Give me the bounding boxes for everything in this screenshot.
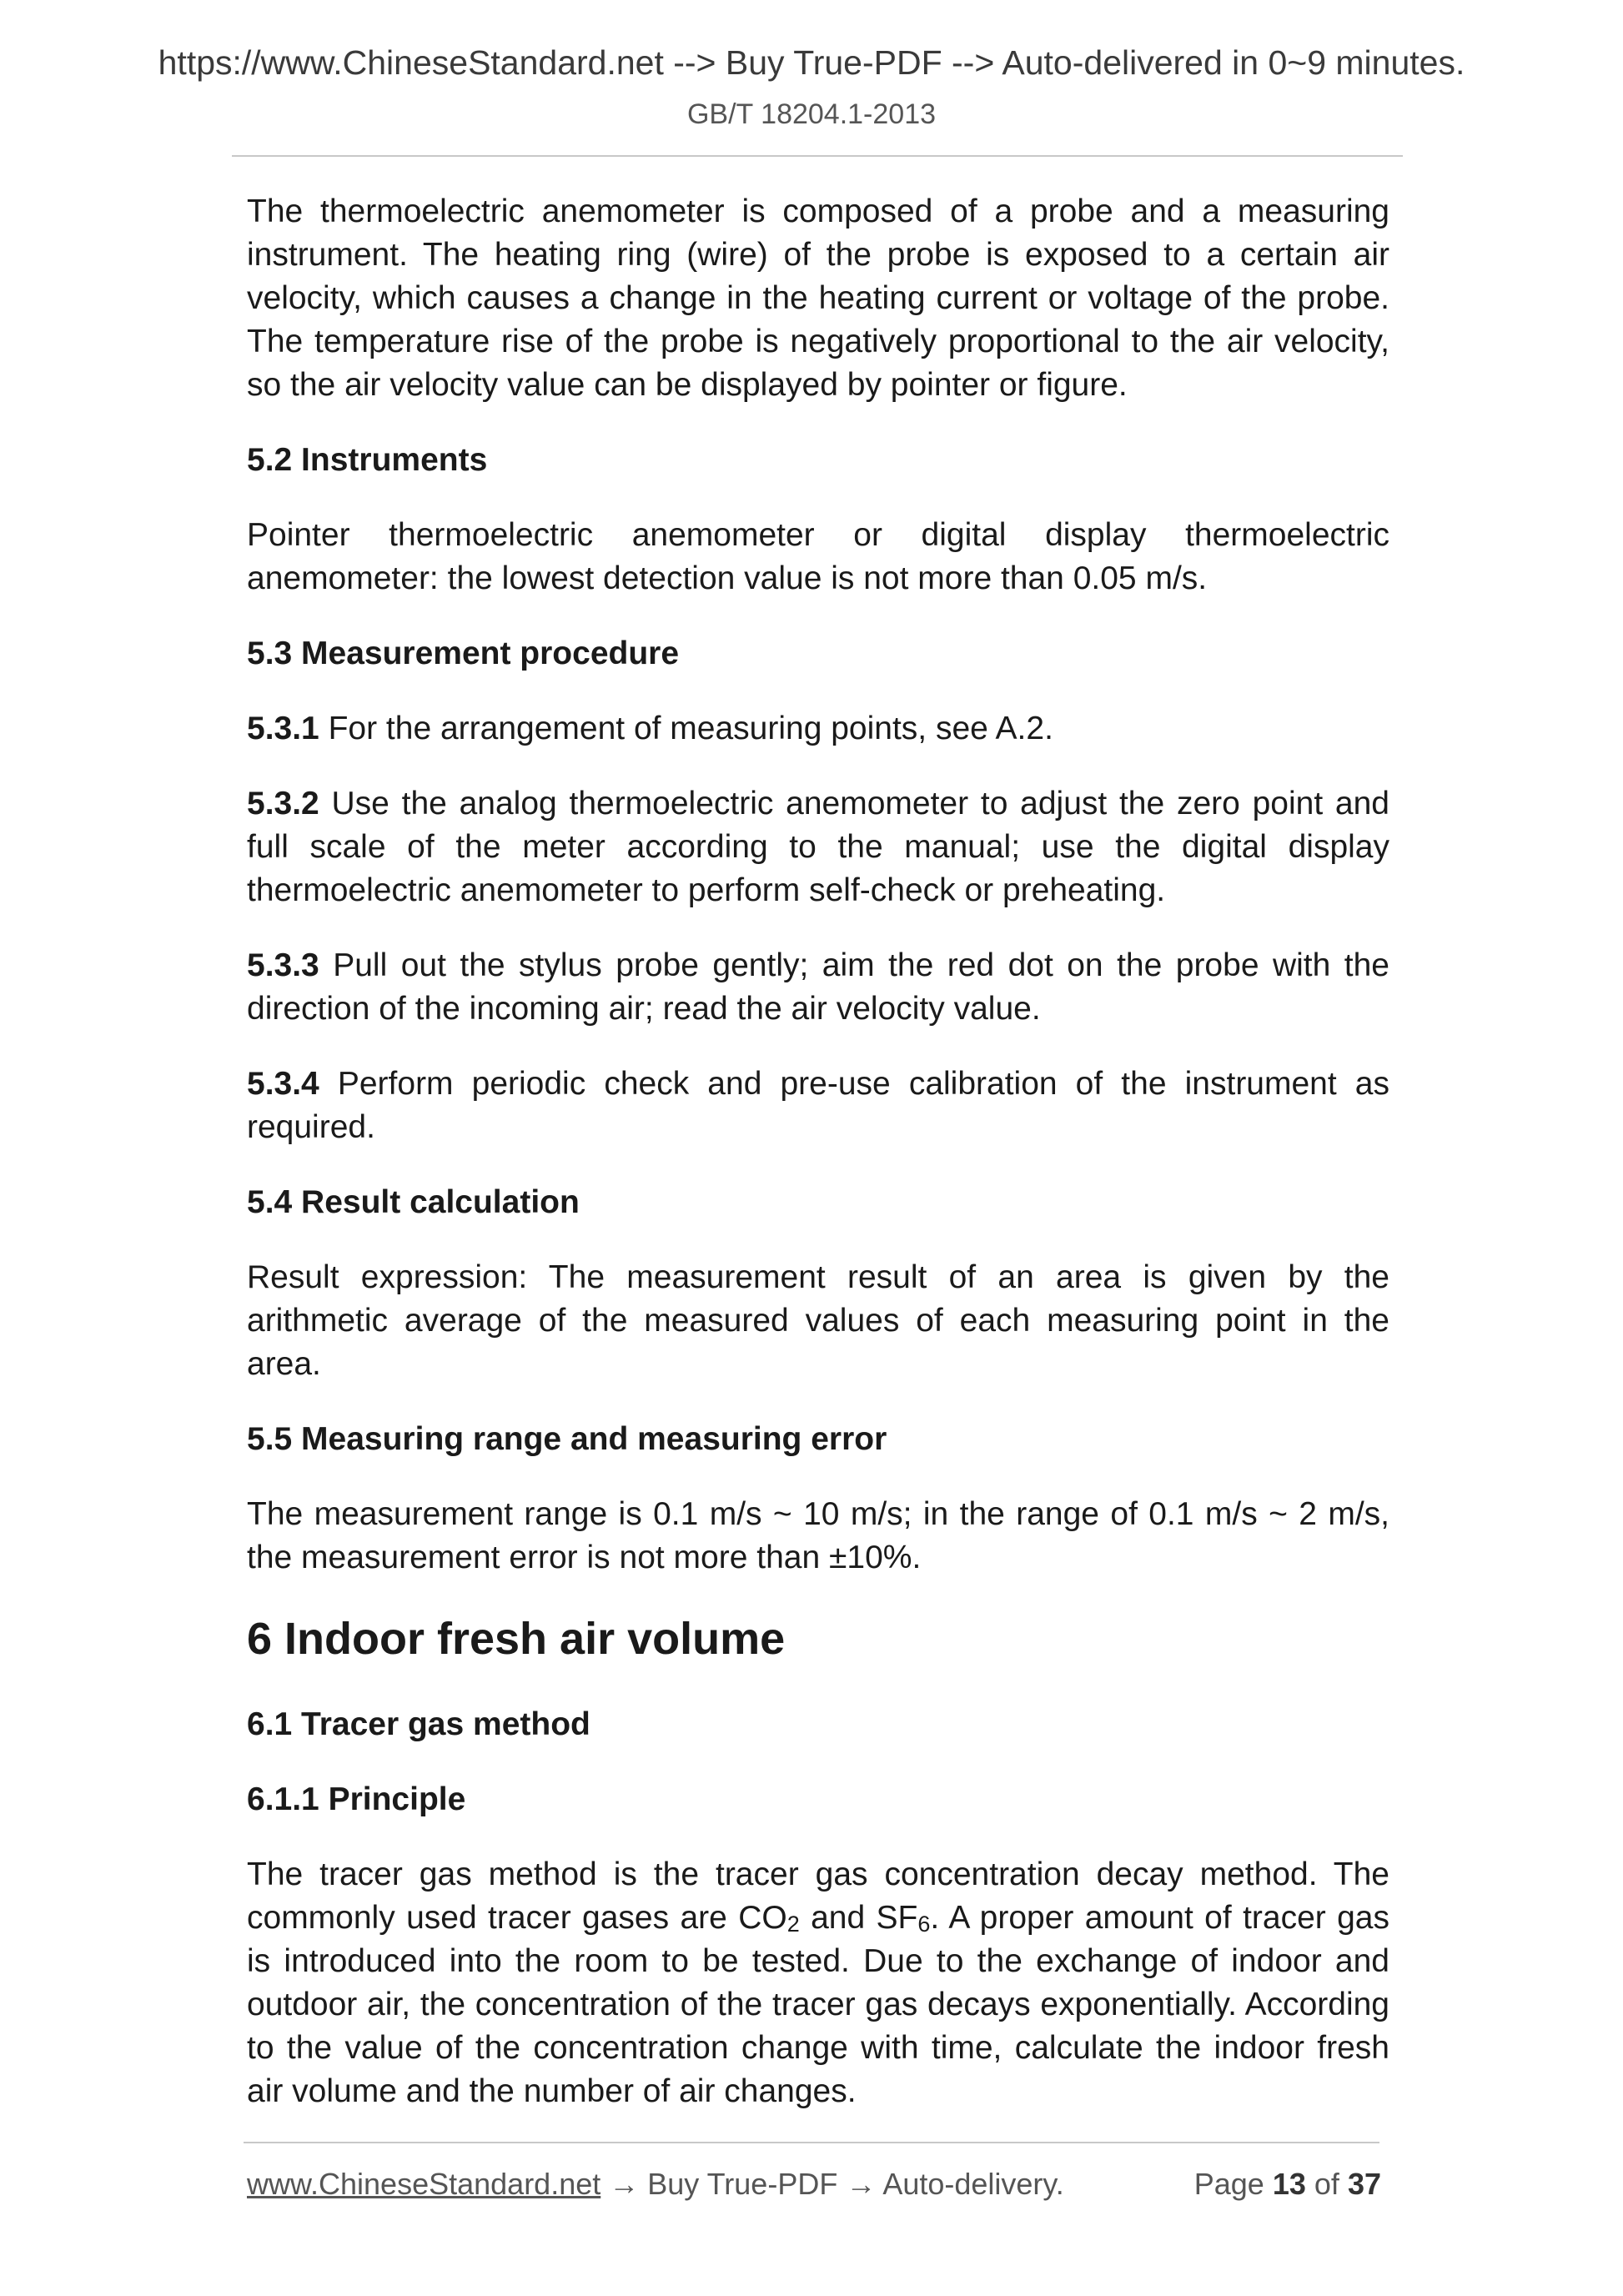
page-footer: [247, 2167, 1381, 2208]
principle-text-part-1: The tracer gas method is the tracer gas concentration decay method. The commonly used tracer gases are CO: [247, 1856, 1389, 1936]
clause-5-3-1: [247, 707, 1389, 751]
footer-divider: [244, 2142, 1379, 2143]
clause-text: Perform periodic check and pre-use calibration of the instrument as required.: [247, 1066, 1389, 1145]
section-5-4-heading: 5.4 Result calculation: [247, 1184, 580, 1220]
co2-subscript: 2: [786, 1912, 800, 1937]
section-5-4-text: Result expression: The measurement result of an area is given by the arithmetic average of the measured values of each measuring point in the area.: [247, 1259, 1389, 1382]
site-link[interactable]: www.ChineseStandard.net: [247, 2167, 601, 2201]
section-6-1-1-heading: 6.1.1 Principle: [247, 1781, 466, 1817]
principle-text-part-3: . A proper amount of tracer gas is introduced into the room to be tested. Due to the exchange of indoor and outdoor air, the concentration of the tracer gas decays exponentially. According to the value of the concentration change with time, calculate the indoor fresh air volume and the number of air changes.: [247, 1900, 1389, 2109]
section-5-2-heading: 5.2 Instruments: [247, 442, 488, 478]
clause-text: Pull out the stylus probe gently; aim the red dot on the probe with the direction of the incoming air; read the air velocity value.: [247, 947, 1389, 1027]
clause-5-3-3: [247, 944, 1389, 1031]
section-5-3-heading: 5.3 Measurement procedure: [247, 636, 680, 671]
section-5-5-heading: 5.5 Measuring range and measuring error: [247, 1421, 887, 1457]
clause-5-3-2: [247, 782, 1389, 912]
section-6-heading: 6 Indoor fresh air volume: [247, 1614, 786, 1664]
header-url-line: https://www.ChineseStandard.net --> Buy True-PDF --> Auto-delivered in 0~9 minutes.: [158, 43, 1465, 82]
clause-text: Use the analog thermoelectric anemometer to adjust the zero point and full scale of the meter according to the manual; use the digital display thermoelectric anemometer to perform self-check or preheating.: [247, 786, 1389, 908]
total-pages: 37: [1347, 2167, 1381, 2201]
of-label: of: [1314, 2167, 1339, 2201]
page-number: 13: [1272, 2167, 1306, 2201]
footer-promo: [247, 2167, 1064, 2202]
footer-promo-text: → Buy True-PDF → Auto-delivery.: [600, 2167, 1064, 2201]
clause-number: 5.3.4: [247, 1066, 319, 1102]
document-body: [247, 190, 1389, 2145]
page-indicator: [1194, 2167, 1381, 2202]
intro-paragraph: The thermoelectric anemometer is composed of a probe and a measuring instrument. The heating ring (wire) of the probe is exposed to a certain air velocity, which causes a change in the heating current or voltage of the probe. The temperature rise of the probe is negatively proportional to the air velocity, so the air velocity value can be displayed by pointer or figure.: [247, 193, 1389, 403]
section-6-1-heading: 6.1 Tracer gas method: [247, 1706, 590, 1742]
principle-text-part-2: and SF: [799, 1900, 918, 1936]
page-label: Page: [1193, 2167, 1264, 2201]
clause-number: 5.3.3: [247, 947, 319, 983]
standard-code: GB/T 18204.1-2013: [686, 98, 937, 130]
clause-5-3-4: [247, 1063, 1389, 1149]
sf6-subscript: 6: [917, 1912, 931, 1937]
section-5-5-text: The measurement range is 0.1 m/s ~ 10 m/s; in the range of 0.1 m/s ~ 2 m/s, the measurement error is not more than ±10%.: [247, 1496, 1389, 1575]
section-6-1-1-text: [247, 1853, 1389, 2113]
clause-number: 5.3.2: [247, 786, 319, 821]
header-divider: [232, 155, 1403, 157]
clause-number: 5.3.1: [247, 711, 319, 746]
section-5-2-text: Pointer thermoelectric anemometer or digital display thermoelectric anemometer: the lowest detection value is not more than 0.05 m/s.: [247, 517, 1389, 596]
clause-text: For the arrangement of measuring points, see A.2.: [328, 711, 1053, 746]
